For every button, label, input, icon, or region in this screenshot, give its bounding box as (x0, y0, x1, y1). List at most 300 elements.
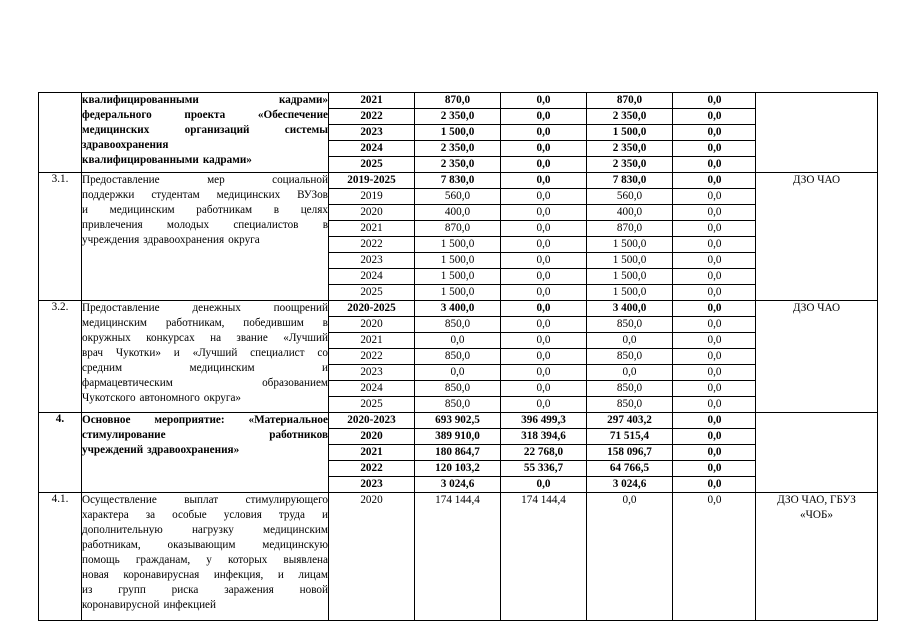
year-cell: 2023 (360, 254, 383, 266)
word: здравоохранения» (147, 444, 240, 456)
amount-cell: 0,0 (500, 189, 586, 204)
amount-cell: 560,0 (586, 189, 672, 204)
amount-cell: 0,0 (500, 317, 586, 332)
word: поддержки (82, 189, 135, 201)
word: конкурсах (146, 332, 195, 344)
word: Чукотского (82, 392, 136, 404)
word: работникам, (165, 317, 225, 329)
word: медицинским (109, 204, 175, 216)
year-cell: 2025 (360, 158, 383, 170)
amount-cell: 1 500,0 (414, 125, 500, 140)
word: помощь (82, 554, 120, 566)
funding-row (329, 380, 755, 396)
empty-cell (500, 508, 586, 620)
amount-cell: 850,0 (586, 397, 672, 412)
amount-cell: 850,0 (586, 317, 672, 332)
word: медицинских (216, 189, 281, 201)
word: мер (207, 174, 225, 186)
amount-cell: 0,0 (672, 413, 756, 428)
word: новой (299, 584, 328, 596)
amount-cell: 0,0 (500, 333, 586, 348)
amount-cell: 2 350,0 (586, 157, 672, 172)
word: медицинских (82, 124, 150, 136)
word: округа (228, 234, 260, 246)
amount-cell: 400,0 (414, 205, 500, 220)
table-row (39, 301, 878, 413)
amount-cell: 0,0 (500, 301, 586, 316)
activity-name-line (82, 493, 328, 508)
word: фармацевтическим (82, 377, 173, 389)
amount-cell: 0,0 (500, 285, 586, 300)
word: кадрами» (202, 154, 252, 166)
year-cell: 2023 (360, 478, 383, 490)
year-cell: 2024 (360, 382, 383, 394)
table-row (39, 413, 878, 493)
amount-cell: 0,0 (672, 125, 756, 140)
word: новая (82, 569, 109, 581)
amount-cell: 0,0 (500, 205, 586, 220)
word: квалифицированными (82, 154, 199, 166)
amount-cell: 3 024,6 (414, 477, 500, 492)
funding-values (329, 413, 756, 493)
amount-cell: 1 500,0 (586, 237, 672, 252)
word: денежных (192, 302, 241, 314)
empty-cell (329, 508, 414, 620)
activity-name-line (82, 361, 328, 376)
funding-values (329, 173, 756, 301)
activity-name-line (82, 508, 328, 523)
year-cell: 2024 (360, 270, 383, 282)
activity-name-line (82, 173, 328, 188)
word: медицинским (189, 362, 255, 374)
amount-cell: 0,0 (672, 189, 756, 204)
word: риска (171, 584, 199, 596)
activity-name-line (82, 568, 328, 583)
year-cell: 2020-2023 (347, 414, 396, 426)
amount-cell: 174 144,4 (500, 493, 586, 508)
funding-row (329, 348, 755, 364)
amount-cell: 850,0 (414, 349, 500, 364)
funding-row (329, 93, 755, 108)
amount-cell: 870,0 (414, 93, 500, 108)
funding-row (329, 156, 755, 172)
year-cell: 2022 (360, 238, 383, 250)
year-cell: 2023 (360, 126, 383, 138)
word: и (321, 509, 328, 521)
activity-name-line (82, 316, 328, 331)
word: у (206, 554, 212, 566)
amount-cell: 0,0 (500, 141, 586, 156)
funding-row (329, 268, 755, 284)
activity-name-line (82, 553, 328, 568)
word: кадрами» (278, 94, 328, 106)
activity-name-line (82, 203, 328, 218)
word: за (145, 509, 156, 521)
word: гражданам, (135, 554, 191, 566)
activity-name-line (82, 583, 328, 598)
amount-cell: 870,0 (586, 93, 672, 108)
amount-cell: 2 350,0 (414, 141, 500, 156)
responsible-executor (756, 413, 878, 493)
word: коронавирусной (82, 599, 160, 611)
word: стимулирование (82, 429, 166, 441)
activity-name-line (82, 123, 328, 138)
word: групп (118, 584, 146, 596)
amount-cell: 2 350,0 (414, 109, 500, 124)
word: и (173, 347, 180, 359)
funding-row (329, 396, 755, 412)
amount-cell: 0,0 (586, 333, 672, 348)
activity-name (82, 493, 329, 621)
funding-row (329, 124, 755, 140)
amount-cell: 7 830,0 (586, 173, 672, 188)
word: Предоставление (82, 174, 160, 186)
amount-cell: 0,0 (500, 397, 586, 412)
funding-row (329, 460, 755, 476)
year-cell: 2020 (360, 318, 383, 330)
responsible-line: ДЗО ЧАО, ГБУЗ (777, 494, 856, 506)
funding-row (329, 301, 755, 316)
year-cell: 2021 (360, 446, 383, 458)
amount-cell: 0,0 (672, 445, 756, 460)
amount-cell: 1 500,0 (414, 237, 500, 252)
amount-cell: 0,0 (500, 349, 586, 364)
funding-row (329, 476, 755, 492)
amount-cell: 22 768,0 (500, 445, 586, 460)
amount-cell: 3 024,6 (586, 477, 672, 492)
word: оказывающим (167, 539, 236, 551)
amount-cell: 2 350,0 (414, 157, 500, 172)
amount-cell: 0,0 (672, 269, 756, 284)
year-cell: 2020 (360, 206, 383, 218)
amount-cell: 0,0 (672, 173, 756, 188)
amount-cell: 0,0 (586, 365, 672, 380)
year-cell: 2022 (360, 462, 383, 474)
amount-cell: 0,0 (500, 221, 586, 236)
word: Основное (82, 414, 131, 426)
funding-row (329, 332, 755, 348)
amount-cell: 3 400,0 (586, 301, 672, 316)
empty-cell (672, 508, 756, 620)
year-cell: 2024 (360, 142, 383, 154)
amount-cell: 1 500,0 (586, 253, 672, 268)
amount-cell: 0,0 (672, 429, 756, 444)
word: победившим (243, 317, 304, 329)
table-body (39, 93, 878, 621)
amount-cell: 0,0 (500, 477, 586, 492)
word: проекта (184, 109, 226, 121)
word: и (277, 569, 284, 581)
word: «Лучший (192, 347, 238, 359)
word: со (317, 347, 328, 359)
amount-cell: 1 500,0 (414, 285, 500, 300)
amount-cell: 400,0 (586, 205, 672, 220)
amount-cell: 0,0 (672, 333, 756, 348)
amount-cell: 0,0 (414, 365, 500, 380)
word: поощрений (273, 302, 328, 314)
word: целях (300, 204, 328, 216)
word: из (82, 584, 93, 596)
amount-cell: 1 500,0 (586, 125, 672, 140)
word: «Лучший (283, 332, 328, 344)
amount-cell: 0,0 (672, 301, 756, 316)
amount-cell: 0,0 (500, 365, 586, 380)
activity-name-line (82, 443, 328, 458)
amount-cell: 0,0 (672, 461, 756, 476)
word: Чукотки» (115, 347, 161, 359)
word: работникам (196, 204, 253, 216)
year-cell: 2023 (360, 366, 383, 378)
funding-row (329, 252, 755, 268)
funding-row (329, 220, 755, 236)
funding-row (329, 444, 755, 460)
funding-values (329, 493, 756, 621)
amount-cell: 0,0 (672, 397, 756, 412)
table-row (39, 493, 878, 621)
word: работников (269, 429, 328, 441)
year-cell: 2020-2025 (347, 302, 396, 314)
amount-cell: 297 403,2 (586, 413, 672, 428)
activity-name-line (82, 93, 328, 108)
word: медицинским (262, 524, 328, 536)
activity-name-line (82, 108, 328, 123)
amount-cell: 0,0 (500, 93, 586, 108)
amount-cell: 0,0 (672, 493, 756, 508)
amount-cell: 560,0 (414, 189, 500, 204)
word: врач (82, 347, 104, 359)
amount-cell: 0,0 (500, 125, 586, 140)
amount-cell: 2 350,0 (586, 141, 672, 156)
amount-cell: 693 902,5 (414, 413, 500, 428)
activity-name (82, 413, 329, 493)
amount-cell: 174 144,4 (414, 493, 500, 508)
amount-cell: 158 096,7 (586, 445, 672, 460)
word: автономного (139, 392, 200, 404)
word: ВУЗов (297, 189, 328, 201)
year-cell: 2019 (360, 190, 383, 202)
amount-cell: 0,0 (500, 157, 586, 172)
row-number: 4. (39, 413, 82, 493)
word: округа» (203, 392, 242, 404)
word: организаций (184, 124, 250, 136)
activity-name-line (82, 218, 328, 233)
activity-name (82, 173, 329, 301)
table-row (39, 93, 878, 173)
table-row (39, 173, 878, 301)
word: федерального (82, 109, 152, 121)
amount-cell: 3 400,0 (414, 301, 500, 316)
year-cell: 2022 (360, 110, 383, 122)
word: и (321, 362, 328, 374)
amount-cell: 870,0 (414, 221, 500, 236)
funding-row (329, 493, 755, 508)
word: условия (223, 509, 262, 521)
activity-name-line (82, 538, 328, 553)
row-number (39, 93, 82, 173)
activity-name-line (82, 188, 328, 203)
activity-name-line (82, 376, 328, 391)
word: которых (227, 554, 268, 566)
year-cell: 2020 (360, 494, 383, 506)
word: в (322, 317, 328, 329)
word: учреждения (82, 234, 140, 246)
amount-cell: 0,0 (672, 221, 756, 236)
word: выявлена (283, 554, 328, 566)
activity-name-line (82, 391, 328, 406)
responsible-line: «ЧОБ» (800, 509, 833, 521)
amount-cell: 180 864,7 (414, 445, 500, 460)
word: коронавирусная (123, 569, 200, 581)
empty-cell (586, 508, 672, 620)
activity-name-line (82, 138, 328, 153)
year-cell: 2021 (360, 94, 383, 106)
amount-cell: 1 500,0 (586, 285, 672, 300)
word: Предоставление (82, 302, 160, 314)
amount-cell: 0,0 (414, 333, 500, 348)
amount-cell: 0,0 (672, 253, 756, 268)
empty-cell (414, 508, 500, 620)
funding-row (329, 188, 755, 204)
budget-table (38, 92, 878, 621)
amount-cell: 71 515,4 (586, 429, 672, 444)
row-number: 3.1. (39, 173, 82, 301)
word: и (82, 204, 88, 216)
year-cell: 2019-2025 (347, 174, 396, 186)
word: «Обеспечение (257, 109, 328, 121)
amount-cell: 0,0 (672, 157, 756, 172)
activity-name (82, 93, 329, 173)
activity-name-line (82, 598, 328, 613)
activity-name-line (82, 346, 328, 361)
funding-row (329, 140, 755, 156)
amount-cell: 0,0 (672, 93, 756, 108)
amount-cell: 0,0 (672, 317, 756, 332)
word: особые (172, 509, 207, 521)
funding-row-filler (329, 508, 755, 620)
word: здравоохранения (82, 139, 169, 151)
funding-row (329, 413, 755, 428)
word: на (210, 332, 222, 344)
word: Осуществление (82, 494, 157, 506)
amount-cell: 870,0 (586, 221, 672, 236)
word: молодых (166, 219, 210, 231)
activity-name-line (82, 428, 328, 443)
year-cell: 2020 (360, 430, 383, 442)
amount-cell: 0,0 (672, 237, 756, 252)
year-cell: 2025 (360, 286, 383, 298)
funding-values (329, 301, 756, 413)
amount-cell: 850,0 (586, 349, 672, 364)
word: учреждений (82, 444, 144, 456)
amount-cell: 0,0 (500, 381, 586, 396)
year-cell: 2021 (360, 222, 383, 234)
responsible-executor (756, 493, 878, 621)
word: инфекцией (163, 599, 217, 611)
funding-row (329, 316, 755, 332)
amount-cell: 850,0 (586, 381, 672, 396)
amount-cell: 0,0 (586, 493, 672, 508)
funding-row (329, 108, 755, 124)
word: мероприятие: (154, 414, 225, 426)
funding-row (329, 364, 755, 380)
responsible-executor (756, 93, 878, 173)
year-cell: 2025 (360, 398, 383, 410)
word: медицинским (82, 317, 148, 329)
activity-name (82, 301, 329, 413)
amount-cell: 850,0 (414, 397, 500, 412)
word: выплат (184, 494, 219, 506)
amount-cell: 396 499,3 (500, 413, 586, 428)
row-number: 4.1. (39, 493, 82, 621)
amount-cell: 0,0 (672, 477, 756, 492)
word: специалист (250, 347, 305, 359)
word: дополнительную (82, 524, 163, 536)
amount-cell: 0,0 (672, 349, 756, 364)
amount-cell: 0,0 (672, 109, 756, 124)
amount-cell: 0,0 (672, 205, 756, 220)
amount-cell: 0,0 (672, 381, 756, 396)
amount-cell: 1 500,0 (586, 269, 672, 284)
funding-values (329, 93, 756, 173)
word: в (273, 204, 280, 216)
word: социальной (272, 174, 328, 186)
word: нагрузку (191, 524, 234, 536)
amount-cell: 850,0 (414, 317, 500, 332)
funding-row (329, 173, 755, 188)
word: образованием (262, 377, 328, 389)
activity-name-line (82, 233, 328, 248)
word: специалистов (233, 219, 299, 231)
amount-cell: 0,0 (672, 365, 756, 380)
word: системы (284, 124, 328, 136)
amount-cell: 0,0 (672, 141, 756, 156)
word: квалифицированными (82, 94, 199, 106)
amount-cell: 0,0 (672, 285, 756, 300)
word: заражения (224, 584, 274, 596)
amount-cell: 120 103,2 (414, 461, 500, 476)
word: привлечения (82, 219, 143, 231)
activity-name-line (82, 153, 328, 168)
amount-cell: 64 766,5 (586, 461, 672, 476)
word: студентам (151, 189, 200, 201)
amount-cell: 389 910,0 (414, 429, 500, 444)
word: труда (278, 509, 305, 521)
word: «Материальное (248, 414, 328, 426)
word: стимулирующего (245, 494, 328, 506)
activity-name-line (82, 523, 328, 538)
amount-cell: 0,0 (500, 237, 586, 252)
word: окружных (82, 332, 131, 344)
responsible-executor: ДЗО ЧАО (756, 301, 878, 413)
activity-name-line (82, 301, 328, 316)
year-cell: 2021 (360, 334, 383, 346)
year-cell: 2022 (360, 350, 383, 362)
amount-cell: 0,0 (500, 173, 586, 188)
amount-cell: 850,0 (414, 381, 500, 396)
amount-cell: 0,0 (500, 269, 586, 284)
row-number: 3.2. (39, 301, 82, 413)
amount-cell: 55 336,7 (500, 461, 586, 476)
funding-row (329, 284, 755, 300)
funding-row (329, 204, 755, 220)
amount-cell: 318 394,6 (500, 429, 586, 444)
word: в (322, 219, 328, 231)
activity-name-line (82, 413, 328, 428)
word: медицинскую (262, 539, 328, 551)
word: средним (82, 362, 123, 374)
amount-cell: 0,0 (500, 253, 586, 268)
word: характера (82, 509, 129, 521)
